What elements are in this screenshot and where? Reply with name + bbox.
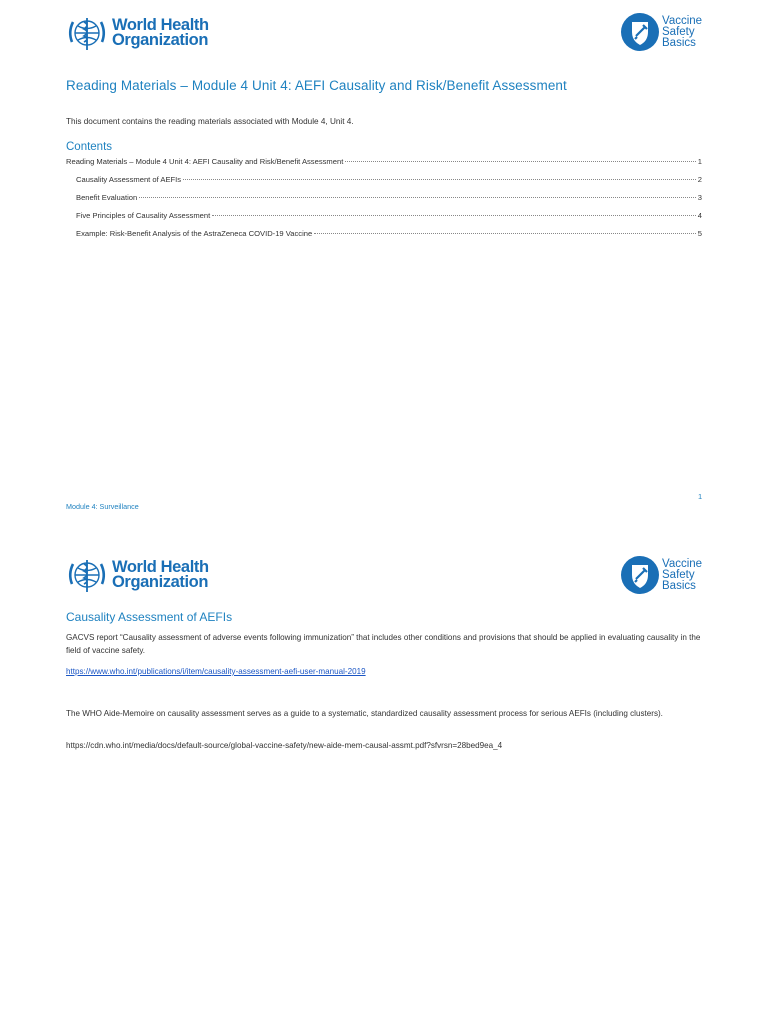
vsb-line1: Vaccine [662,557,703,570]
toc-leader-dots [183,179,696,180]
aide-memoire-url: https://cdn.who.int/media/docs/default-source/global-vaccine-safety/new-aide-mem-causal-assmt.pdf?sfvrsn=28bed9ea_4 [66,741,503,750]
toc-leader-dots [212,215,696,216]
vaccine-shield-icon [620,12,660,52]
who-wordmark [112,18,209,48]
toc-entry[interactable] [66,211,702,229]
gacvs-paragraph: GACVS report “Causality assessment of adverse events following immunization” that includes other conditions and provisions that should be applied in evaluating causality in the field of vaccine safety. [66,633,701,655]
vsb-line3: Basics [662,579,696,592]
toc-entry[interactable] [66,175,702,193]
toc-entry-page: 3 [697,193,702,202]
toc-entry-page: 4 [697,211,702,220]
who-emblem-icon [64,12,110,54]
toc-entry-page: 2 [697,175,702,184]
page-number: 1 [698,492,703,501]
vsb-line2: Safety [662,568,695,581]
toc-entry[interactable] [66,193,702,211]
who-line2: Organization [112,31,209,49]
toc-entry-label: Benefit Evaluation [76,193,138,202]
who-emblem-icon [64,554,110,596]
who-line1: World Health [112,558,209,576]
toc-entry-label: Example: Risk-Benefit Analysis of the AstraZeneca COVID-19 Vaccine [76,229,313,238]
toc-entry-label: Five Principles of Causality Assessment [76,211,211,220]
toc-leader-dots [139,197,696,198]
who-wordmark [112,560,209,590]
toc-leader-dots [314,233,696,234]
who-logo [64,12,209,54]
causality-manual-link[interactable]: https://www.who.int/publications/i/item/causality-assessment-aefi-user-manual-2019 [66,667,366,676]
toc-entry-page: 5 [697,229,702,238]
vaccine-shield-icon [620,555,660,595]
document-title: Reading Materials – Module 4 Unit 4: AEFI Causality and Risk/Benefit Assessment [66,78,567,93]
page-footer: Module 4: Surveillance [66,502,139,511]
vsb-line3: Basics [662,36,696,49]
contents-heading: Contents [66,141,113,153]
vsb-line1: Vaccine [662,14,703,27]
vaccine-safety-basics-logo [620,555,702,595]
toc-entry[interactable] [66,157,702,175]
vsb-line2: Safety [662,25,695,38]
toc-entry-page: 1 [697,157,702,166]
section-title: Causality Assessment of AEFIs [66,610,233,624]
vsb-wordmark [662,16,702,49]
vsb-wordmark [662,559,702,592]
toc-entry-label: Causality Assessment of AEFIs [76,175,182,184]
who-logo [64,554,209,596]
table-of-contents [66,157,702,247]
toc-leader-dots [345,161,695,162]
who-line2: Organization [112,573,209,591]
toc-entry[interactable] [66,229,702,247]
intro-text: This document contains the reading materials associated with Module 4, Unit 4. [66,117,354,126]
who-line1: World Health [112,16,209,34]
aide-memoire-paragraph: The WHO Aide-Memoire on causality assessment serves as a guide to a systematic, standardized causality assessment process for serious AEFIs (including clusters). [66,709,663,718]
vaccine-safety-basics-logo [620,12,702,52]
toc-entry-label: Reading Materials – Module 4 Unit 4: AEFI Causality and Risk/Benefit Assessment [66,157,344,166]
